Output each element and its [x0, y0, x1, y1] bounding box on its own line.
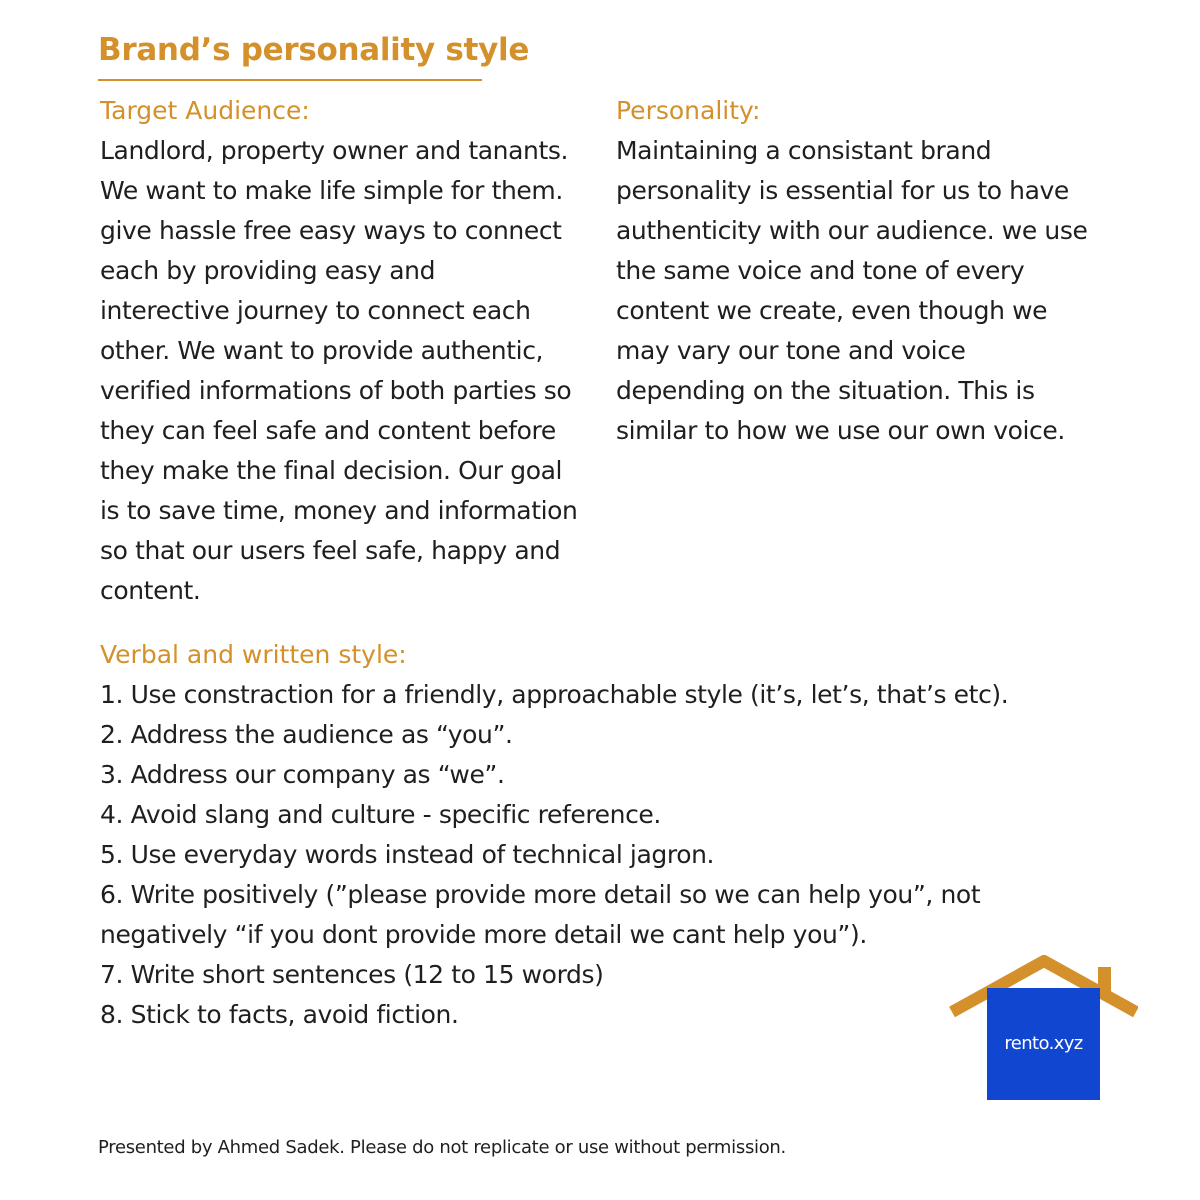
- verbal-style-section: [100, 635, 1040, 1035]
- logo-text: rento.xyz: [1004, 1033, 1083, 1054]
- personality-heading: Personality:: [616, 96, 761, 125]
- text-line: the same voice and tone of every: [616, 256, 1025, 285]
- text-line: give hassle free easy ways to connect: [100, 216, 562, 245]
- target-audience-text: [100, 131, 590, 611]
- text-line: they can feel safe and content before: [100, 416, 556, 445]
- page-title: Brand’s personality style: [98, 32, 530, 68]
- text-line: personality is essential for us to have: [616, 176, 1069, 205]
- list-item: 7. Write short sentences (12 to 15 words): [100, 960, 604, 989]
- text-line: content we create, even though we: [616, 296, 1048, 325]
- text-line: so that our users feel safe, happy and: [100, 536, 561, 565]
- text-line: content.: [100, 576, 201, 605]
- text-line: Maintaining a consistant brand: [616, 136, 992, 165]
- text-line: other. We want to provide authentic,: [100, 336, 544, 365]
- personality-section: [616, 91, 1116, 451]
- footer-note: Presented by Ahmed Sadek. Please do not replicate or use without permission.: [98, 1137, 786, 1158]
- title-underline: [98, 79, 482, 81]
- target-audience-heading: Target Audience:: [100, 96, 310, 125]
- list-item: 1. Use constraction for a friendly, approachable style (it’s, let’s, that’s etc).: [100, 680, 1009, 709]
- verbal-style-list: [100, 675, 1040, 1035]
- verbal-style-heading: Verbal and written style:: [100, 640, 407, 669]
- text-line: similar to how we use our own voice.: [616, 416, 1065, 445]
- target-audience-section: [100, 91, 590, 611]
- text-line: each by providing easy and: [100, 256, 436, 285]
- list-item: 4. Avoid slang and culture - specific reference.: [100, 800, 661, 829]
- text-line: verified informations of both parties so: [100, 376, 572, 405]
- text-line: Landlord, property owner and tanants.: [100, 136, 569, 165]
- text-line: interective journey to connect each: [100, 296, 531, 325]
- text-line: authenticity with our audience. we use: [616, 216, 1088, 245]
- list-item: negatively “if you dont provide more detail we cant help you”).: [100, 920, 867, 949]
- text-line: We want to make life simple for them.: [100, 176, 563, 205]
- list-item: 2. Address the audience as “you”.: [100, 720, 513, 749]
- list-item: 8. Stick to facts, avoid fiction.: [100, 1000, 459, 1029]
- text-line: they make the final decision. Our goal: [100, 456, 563, 485]
- list-item: 5. Use everyday words instead of technical jagron.: [100, 840, 715, 869]
- text-line: may vary our tone and voice: [616, 336, 966, 365]
- text-line: depending on the situation. This is: [616, 376, 1035, 405]
- list-item: 3. Address our company as “we”.: [100, 760, 505, 789]
- list-item: 6. Write positively (”please provide more detail so we can help you”, not: [100, 880, 981, 909]
- text-line: is to save time, money and information: [100, 496, 578, 525]
- personality-text: [616, 131, 1116, 451]
- rento-logo: [948, 955, 1138, 1105]
